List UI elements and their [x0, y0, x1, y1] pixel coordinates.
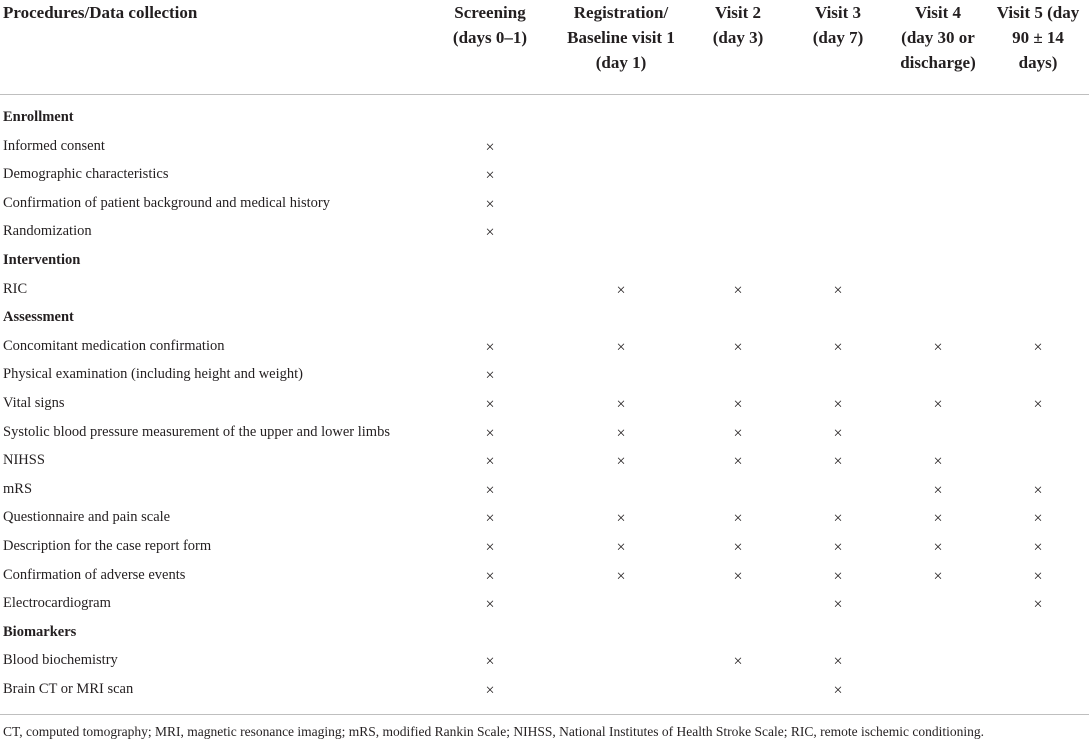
table-row	[0, 162, 1089, 191]
header-line: (days 0–1)	[452, 28, 528, 47]
section-label: Assessment	[3, 309, 74, 326]
cross-mark: ×	[733, 338, 743, 356]
header-line: Visit 5 (day	[996, 3, 1080, 22]
header-line: (day 7)	[812, 28, 864, 47]
row-label: NIHSS	[3, 452, 45, 469]
header-line: days)	[1018, 53, 1058, 72]
header-line: Visit 4	[914, 3, 962, 22]
bottom-rule	[0, 714, 1089, 715]
table-row	[0, 477, 1089, 506]
row-label: Physical examination (including height and weight)	[3, 366, 304, 383]
cross-mark: ×	[733, 567, 743, 585]
cross-mark: ×	[1033, 481, 1043, 499]
cross-mark: ×	[733, 396, 743, 413]
cross-mark: ×	[1033, 596, 1043, 614]
cross-mark: ×	[485, 167, 495, 185]
cross-mark: ×	[833, 510, 843, 528]
table-row	[0, 334, 1089, 363]
cross-mark: ×	[485, 224, 495, 242]
cross-mark: ×	[933, 453, 943, 471]
table-row	[0, 534, 1089, 563]
table-row	[0, 277, 1089, 306]
header-line: Procedures/Data collection	[3, 3, 198, 22]
table-row	[0, 134, 1089, 163]
cross-mark: ×	[616, 281, 626, 299]
cross-mark: ×	[833, 653, 843, 671]
cross-mark: ×	[1033, 338, 1043, 356]
row-label: Vital signs	[3, 395, 65, 411]
table-row	[0, 448, 1089, 477]
cross-mark: ×	[485, 596, 495, 614]
cross-mark: ×	[485, 510, 495, 528]
cross-mark: ×	[485, 682, 495, 699]
cross-mark: ×	[616, 453, 626, 471]
section-row	[0, 305, 1089, 334]
row-label: Description for the case report form	[3, 538, 212, 554]
cross-mark: ×	[833, 453, 843, 471]
cross-mark: ×	[616, 510, 626, 528]
cross-mark: ×	[616, 396, 626, 413]
header-line: discharge)	[900, 53, 976, 72]
table-row	[0, 648, 1089, 677]
header-rule	[0, 94, 1089, 95]
cross-mark: ×	[616, 424, 626, 442]
header-line: (day 3)	[712, 28, 764, 47]
cross-mark: ×	[833, 281, 843, 299]
table-row	[0, 191, 1089, 220]
cross-mark: ×	[833, 338, 843, 356]
section-label: Enrollment	[3, 109, 74, 125]
table-row	[0, 563, 1089, 592]
section-row	[0, 248, 1089, 277]
table-row	[0, 591, 1089, 620]
row-label: Systolic blood pressure measurement of the upper and lower limbs	[3, 423, 390, 440]
row-label: Informed consent	[3, 137, 105, 154]
cross-mark: ×	[1033, 539, 1043, 556]
table-row	[0, 362, 1089, 391]
header-line: Registration/	[573, 3, 669, 22]
cross-mark: ×	[833, 424, 843, 442]
table-row	[0, 391, 1089, 420]
cross-mark: ×	[833, 567, 843, 585]
row-label: RIC	[3, 280, 28, 297]
cross-mark: ×	[485, 539, 495, 556]
cross-mark: ×	[485, 481, 495, 499]
cross-mark: ×	[733, 539, 743, 556]
row-label: Electrocardiogram	[3, 595, 111, 612]
cross-mark: ×	[616, 338, 626, 356]
table-row	[0, 420, 1089, 449]
row-label: Blood biochemistry	[3, 652, 118, 669]
row-label: Brain CT or MRI scan	[3, 681, 134, 697]
cross-mark: ×	[485, 138, 495, 156]
header-visit5	[963, 0, 1089, 75]
row-label: Randomization	[3, 223, 92, 240]
cross-mark: ×	[933, 338, 943, 356]
header-line: Baseline visit 1	[567, 28, 675, 47]
section-label: Biomarkers	[3, 623, 77, 640]
cross-mark: ×	[485, 424, 495, 442]
cross-mark: ×	[933, 510, 943, 528]
row-label: Concomitant medication confirmation	[3, 337, 225, 354]
cross-mark: ×	[933, 396, 943, 413]
header-line: (day 30 or	[901, 28, 975, 47]
table-row	[0, 505, 1089, 534]
cross-mark: ×	[485, 396, 495, 413]
header-line: Visit 3	[814, 3, 862, 22]
cross-mark: ×	[485, 653, 495, 671]
cross-mark: ×	[933, 481, 943, 499]
cross-mark: ×	[933, 539, 943, 556]
cross-mark: ×	[485, 567, 495, 585]
table-footnote: CT, computed tomography; MRI, magnetic resonance imaging; mRS, modified Rankin Scale; NIHSS, National Institutes of Health Stroke Scale; RIC, remote ischemic conditioning.	[3, 724, 984, 739]
header-line: (day 1)	[595, 53, 647, 72]
cross-mark: ×	[485, 338, 495, 356]
cross-mark: ×	[616, 567, 626, 585]
row-label: Demographic characteristics	[3, 166, 169, 183]
cross-mark: ×	[733, 453, 743, 471]
cross-mark: ×	[1033, 567, 1043, 585]
cross-mark: ×	[833, 396, 843, 413]
cross-mark: ×	[485, 367, 495, 385]
table-row	[0, 677, 1089, 706]
cross-mark: ×	[733, 510, 743, 528]
section-row	[0, 620, 1089, 649]
cross-mark: ×	[733, 424, 743, 442]
row-label: Confirmation of patient background and medical history	[3, 194, 330, 211]
cross-mark: ×	[485, 453, 495, 471]
cross-mark: ×	[733, 281, 743, 299]
cross-mark: ×	[485, 195, 495, 213]
header-line: Screening	[454, 3, 526, 22]
cross-mark: ×	[833, 682, 843, 699]
cross-mark: ×	[1033, 396, 1043, 413]
cross-mark: ×	[833, 596, 843, 614]
header-line: 90 ± 14	[1012, 28, 1064, 47]
row-label: Questionnaire and pain scale	[3, 509, 171, 526]
table-row	[0, 219, 1089, 248]
row-label: mRS	[3, 480, 33, 497]
header-procedures	[3, 0, 197, 25]
cross-mark: ×	[833, 539, 843, 556]
cross-mark: ×	[933, 567, 943, 585]
section-row	[0, 105, 1089, 134]
cross-mark: ×	[616, 539, 626, 556]
cross-mark: ×	[733, 653, 743, 671]
section-label: Intervention	[3, 252, 81, 268]
cross-mark: ×	[1033, 510, 1043, 528]
row-label: Confirmation of adverse events	[3, 566, 186, 583]
header-screening	[415, 0, 565, 50]
header-line: Visit 2	[714, 3, 762, 22]
